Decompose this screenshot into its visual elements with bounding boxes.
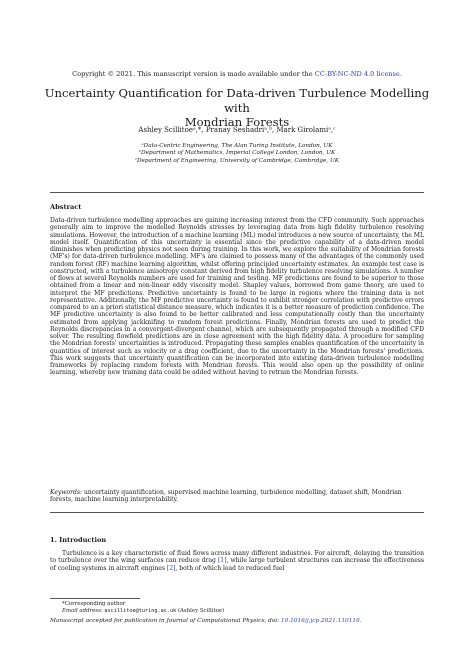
acceptance-note: Manuscript accepted for publication in Journal of Computational Physics, doi: 10.1016/j.jcp.2021.110116. [50,618,362,624]
citation-link-1[interactable]: [1] [217,557,227,565]
abstract-paragraph: Data-driven turbulence modelling approaches are gaining increasing interest from the CFD community. Such approaches generally aim to improve the modelled Reynolds stresses by leveraging data from high fidelity turbulence resolving simulations. However, the introduction of a machine learning (ML) model introduces a new source of uncertainty, the ML model itself. Quantification of this uncertainty is essential since the predictive capability of a data-driven model diminishes when predicting physics not seen during training. In this work, we explore the suitability of Mondrian forests (MF's) for data-driven turbulence modelling. MF's are claimed to possess many of the advantages of the commonly used random forest (RF) machine learning algorithm, whilst offering principled uncertainty estimates. An example test case is constructed, with a turbulence anisotropy constant derived from high fidelity turbulence resolving simulations. A number of flows at several Reynolds numbers are used for training and testing. MF predictions are found to be superior to those obtained from a linear and non-linear eddy viscosity model. Shapley values, borrowed from game theory, are used to interpret the MF predictions. Predictive uncertainty is found to be large in regions where the training data is not representative. Additionally, the MF predictive uncertainty is found to exhibit stronger correlation with predictive errors compared to an a priori statistical distance measure, which indicates it is a better measure of prediction confidence. The MF predictive uncertainty is also found to be better calibrated and less computationally costly than the uncertainty estimated from applying jackknifing to random forest predictions. Finally, Mondrian forests are used to predict the Reynolds discrepancies in a convergent-divergent channel, which are subsequently propagated through a modified CFD solver. The resulting flowfield predictions are in close agreement with the high fidelity data. A procedure for sampling the Mondrian forests' uncertainties is introduced. Propagating these samples enables quantification of the uncertainty in quantities of interest such as velocity or a drag coefficient, due to the uncertainty in the Mondrian forests' predictions. This work suggests that uncertainty quantification can be incorporated into existing data-driven turbulence modelling frameworks by replacing random forests with Mondrian forests. This would also open up the possibility of online learning, whereby new training data could be added without having to retrain the Mondrian forests. [50,217,425,377]
keywords-label: Keywords: [50,489,83,496]
abstract-bottom-rule [50,512,424,513]
email-note: Email address: ascillitoe@turing.ac.uk (Ashley Scillitoe) [62,607,225,614]
affiliation-b: ᵇDepartment of Mathematics, Imperial College London, London, UK [138,150,336,157]
affiliations [0,143,474,165]
copyright-text: Copyright © 2021. This manuscript version is made available under the [72,70,313,78]
footnote [62,601,224,614]
abstract-top-rule [50,192,424,193]
footnote-rule [50,598,140,599]
corresponding-author-note: *Corresponding author [62,601,126,607]
title-line-2: Mondrian Forests [184,115,290,129]
license-link[interactable]: CC-BY-NC-ND 4.0 license. [314,70,402,78]
title-line-1: Uncertainty Quantification for Data-driven Turbulence Modelling with [44,86,430,115]
paper-title [40,86,434,130]
email-address: ascillitoe@turing.ac.uk [104,607,177,614]
affiliation-a: ᵃData-Centric Engineering, The Alan Turing Institute, London, UK [141,143,333,149]
author-list: Ashley Scillitoeᵃ,*, Pranay Seshadriᵃ,ᵇ, Mark Girolamiᵃ,ᶜ [138,126,336,134]
affiliation-c: ᶜDepartment of Engineering, University of Cambridge, Cambridge, UK [134,157,340,164]
abstract-heading: Abstract [50,203,82,211]
keywords-line-2: Mondrian forests, machine learning interpretability. [50,489,402,504]
abstract-body [50,217,424,377]
keywords [50,489,424,504]
keywords-line-1: uncertainty quantification, supervised machine learning, turbulence modelling, dataset shift, [84,489,370,496]
doi-link[interactable]: 10.1016/j.jcp.2021.110116. [280,618,362,624]
copyright-notice [0,70,474,78]
citation-link-2[interactable]: [2] [166,564,176,572]
section-heading-introduction: 1. Introduction [50,536,107,544]
introduction-paragraph: Turbulence is a key characteristic of fluid flows across many different industries. For aircraft, delaying the transition to turbulence over the wing surfaces can reduce drag [1], while large turbulent structures can increase the effectiveness of cooling systems in aircraft engines [2], both of which lead to reduced fuel [50,550,424,572]
